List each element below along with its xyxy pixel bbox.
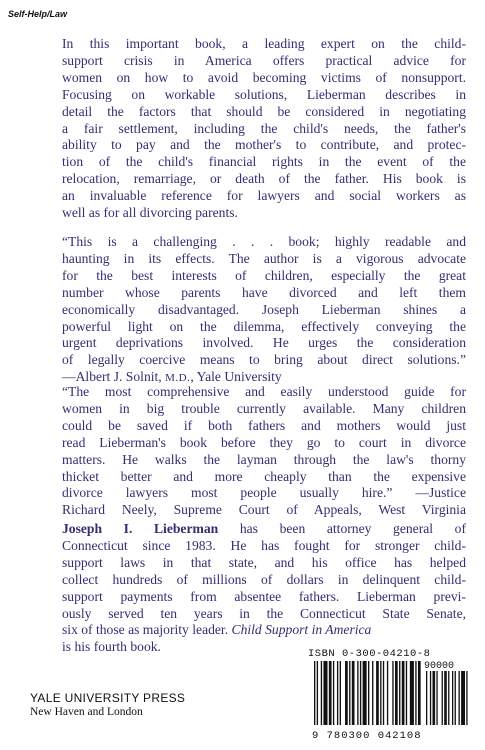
description-line: detail the factors that should be considered in negotiating bbox=[62, 103, 466, 119]
quote-line: economically disadvantaged. Joseph Lieberman shines a bbox=[62, 301, 466, 317]
bio-line-with-title bbox=[62, 622, 466, 639]
book-title: Child Support in America bbox=[231, 622, 372, 638]
author-name: Joseph I. Lieberman bbox=[62, 521, 219, 536]
barcode-bar bbox=[395, 661, 398, 725]
barcode-bar bbox=[372, 661, 373, 725]
description-line: support crisis in America offers practical advice for bbox=[62, 52, 466, 68]
review-quote-neely bbox=[62, 384, 466, 519]
bio-line: is his fourth book. bbox=[62, 639, 161, 655]
description-line: Focusing on workable solutions, Lieberman describes in bbox=[62, 86, 466, 102]
barcode-bar bbox=[448, 671, 449, 725]
book-description bbox=[62, 36, 466, 222]
description-line: relocation, remarriage, or death of the father. His book is bbox=[62, 171, 466, 187]
quote-line: “The most comprehensive and easily understood guide for bbox=[62, 384, 466, 399]
quote-line: urgent deprivations involved. He urges the consideration bbox=[62, 335, 466, 351]
bio-line: six of those as majority leader. bbox=[62, 622, 229, 638]
barcode-bar bbox=[360, 661, 361, 725]
bio-first-line bbox=[62, 521, 466, 538]
attribution-affiliation: , Yale University bbox=[190, 369, 282, 385]
barcode-bar bbox=[349, 661, 350, 725]
barcode-bar bbox=[321, 661, 322, 725]
barcode-bar bbox=[323, 661, 327, 725]
barcode-bar bbox=[430, 671, 431, 725]
barcode-bar bbox=[461, 671, 465, 725]
barcode-bar bbox=[459, 671, 460, 725]
barcode-bar bbox=[317, 661, 318, 725]
barcode-bar bbox=[314, 661, 315, 725]
quote-line: of legally coercive means to bring about direct solutions.” bbox=[62, 352, 466, 368]
publisher-name: YALE UNIVERSITY PRESS bbox=[30, 691, 186, 705]
bio-first-line-rest: has been attorney general of bbox=[218, 521, 466, 536]
barcode-bar bbox=[329, 661, 332, 725]
ean-digits: 9 780300 042108 bbox=[312, 730, 422, 740]
bio-line: collect hundreds of millions of dollars in delinquent child- bbox=[62, 571, 466, 587]
barcode-bar bbox=[376, 661, 379, 725]
barcode-bar bbox=[442, 671, 443, 725]
attribution-name: —Albert J. Solnit, bbox=[62, 369, 162, 385]
quote-line: haunting in its effects. The author is a vigorous advocate bbox=[62, 250, 466, 266]
quote-line: Richard Neely, Supreme Court of Appeals, West Virginia bbox=[62, 502, 466, 518]
barcode-bar bbox=[418, 661, 421, 725]
barcode-bar bbox=[410, 661, 414, 725]
barcode-bar bbox=[357, 661, 358, 725]
barcode-bar bbox=[333, 661, 334, 725]
barcode-bar bbox=[466, 671, 467, 725]
barcode-icon bbox=[308, 659, 478, 740]
barcode-bar bbox=[383, 661, 384, 725]
barcode-bar bbox=[426, 671, 427, 725]
description-line: women on how to avoid becoming victims of nonsupport. bbox=[62, 69, 466, 85]
barcode-block bbox=[308, 648, 478, 740]
quote-line: “This is a challenging . . . book; highly readable and bbox=[62, 234, 466, 249]
description-line: tion of the child's financial rights in the event of the bbox=[62, 154, 466, 170]
barcode-bar bbox=[455, 671, 456, 725]
barcode-bar bbox=[444, 671, 447, 725]
description-line: ability to pay and the mother's to contribute, and protec- bbox=[62, 137, 466, 153]
barcode-bar bbox=[415, 661, 416, 725]
barcode-bar bbox=[337, 661, 338, 725]
quote-line: read Lieberman's book before they go to court in divorce bbox=[62, 434, 466, 450]
barcode-bar bbox=[345, 661, 348, 725]
barcode-bar bbox=[352, 661, 355, 725]
description-line: an invaluable reference for lawyers and social workers as bbox=[62, 188, 466, 204]
quote-line: divorce lawyers most people usually hire.” —Justice bbox=[62, 485, 466, 501]
bio-line: Connecticut since 1983. He has fought for stronger child- bbox=[62, 537, 466, 553]
barcode-bar bbox=[380, 661, 381, 725]
quote-line: could be saved if both fathers and mothers would just bbox=[62, 417, 466, 433]
bio-line: support payments from absentee fathers. Lieberman previ- bbox=[62, 588, 466, 604]
quote-line: thicket better and more cheaply than the expensive bbox=[62, 468, 466, 484]
attribution-degree: M.D. bbox=[165, 372, 191, 385]
barcode-bar bbox=[452, 671, 453, 725]
barcode-bar bbox=[387, 661, 388, 725]
barcode-bar bbox=[433, 671, 436, 725]
barcode-bar bbox=[392, 661, 393, 725]
barcode-bar bbox=[402, 661, 405, 725]
category-label: Self-Help/Law bbox=[8, 9, 68, 19]
description-line: In this important book, a leading expert on the child- bbox=[62, 36, 466, 51]
quote-line: powerful light on the dilemma, effectively conveying the bbox=[62, 318, 466, 334]
quote-line: for the best interests of children, especially the great bbox=[62, 267, 466, 283]
price-code: 90000 bbox=[424, 661, 455, 672]
quote-line: matters. He walks the layman through the law's thorny bbox=[62, 451, 466, 467]
barcode-bar bbox=[368, 661, 369, 725]
quote-line: number whose parents have divorced and left them bbox=[62, 284, 466, 300]
description-line: well as for all divorcing parents. bbox=[62, 205, 238, 221]
bio-line: ously served ten years in the Connecticut State Senate, bbox=[62, 605, 466, 621]
bio-line: support laws in that state, and his office has helped bbox=[62, 554, 466, 570]
author-bio bbox=[62, 521, 466, 656]
barcode-bar bbox=[340, 661, 341, 725]
barcode-bar bbox=[436, 671, 437, 725]
barcode-bar bbox=[363, 661, 367, 725]
review-quote-solnit bbox=[62, 234, 466, 387]
publisher-location: New Haven and London bbox=[30, 706, 143, 718]
isbn-label: ISBN 0-300-04210-8 bbox=[308, 648, 431, 660]
barcode-bar bbox=[399, 661, 400, 725]
quote-line: women in big trouble currently available. Many children bbox=[62, 400, 466, 416]
barcode-bar bbox=[406, 661, 407, 725]
description-line: a fair settlement, including the child's needs, the father's bbox=[62, 120, 466, 136]
